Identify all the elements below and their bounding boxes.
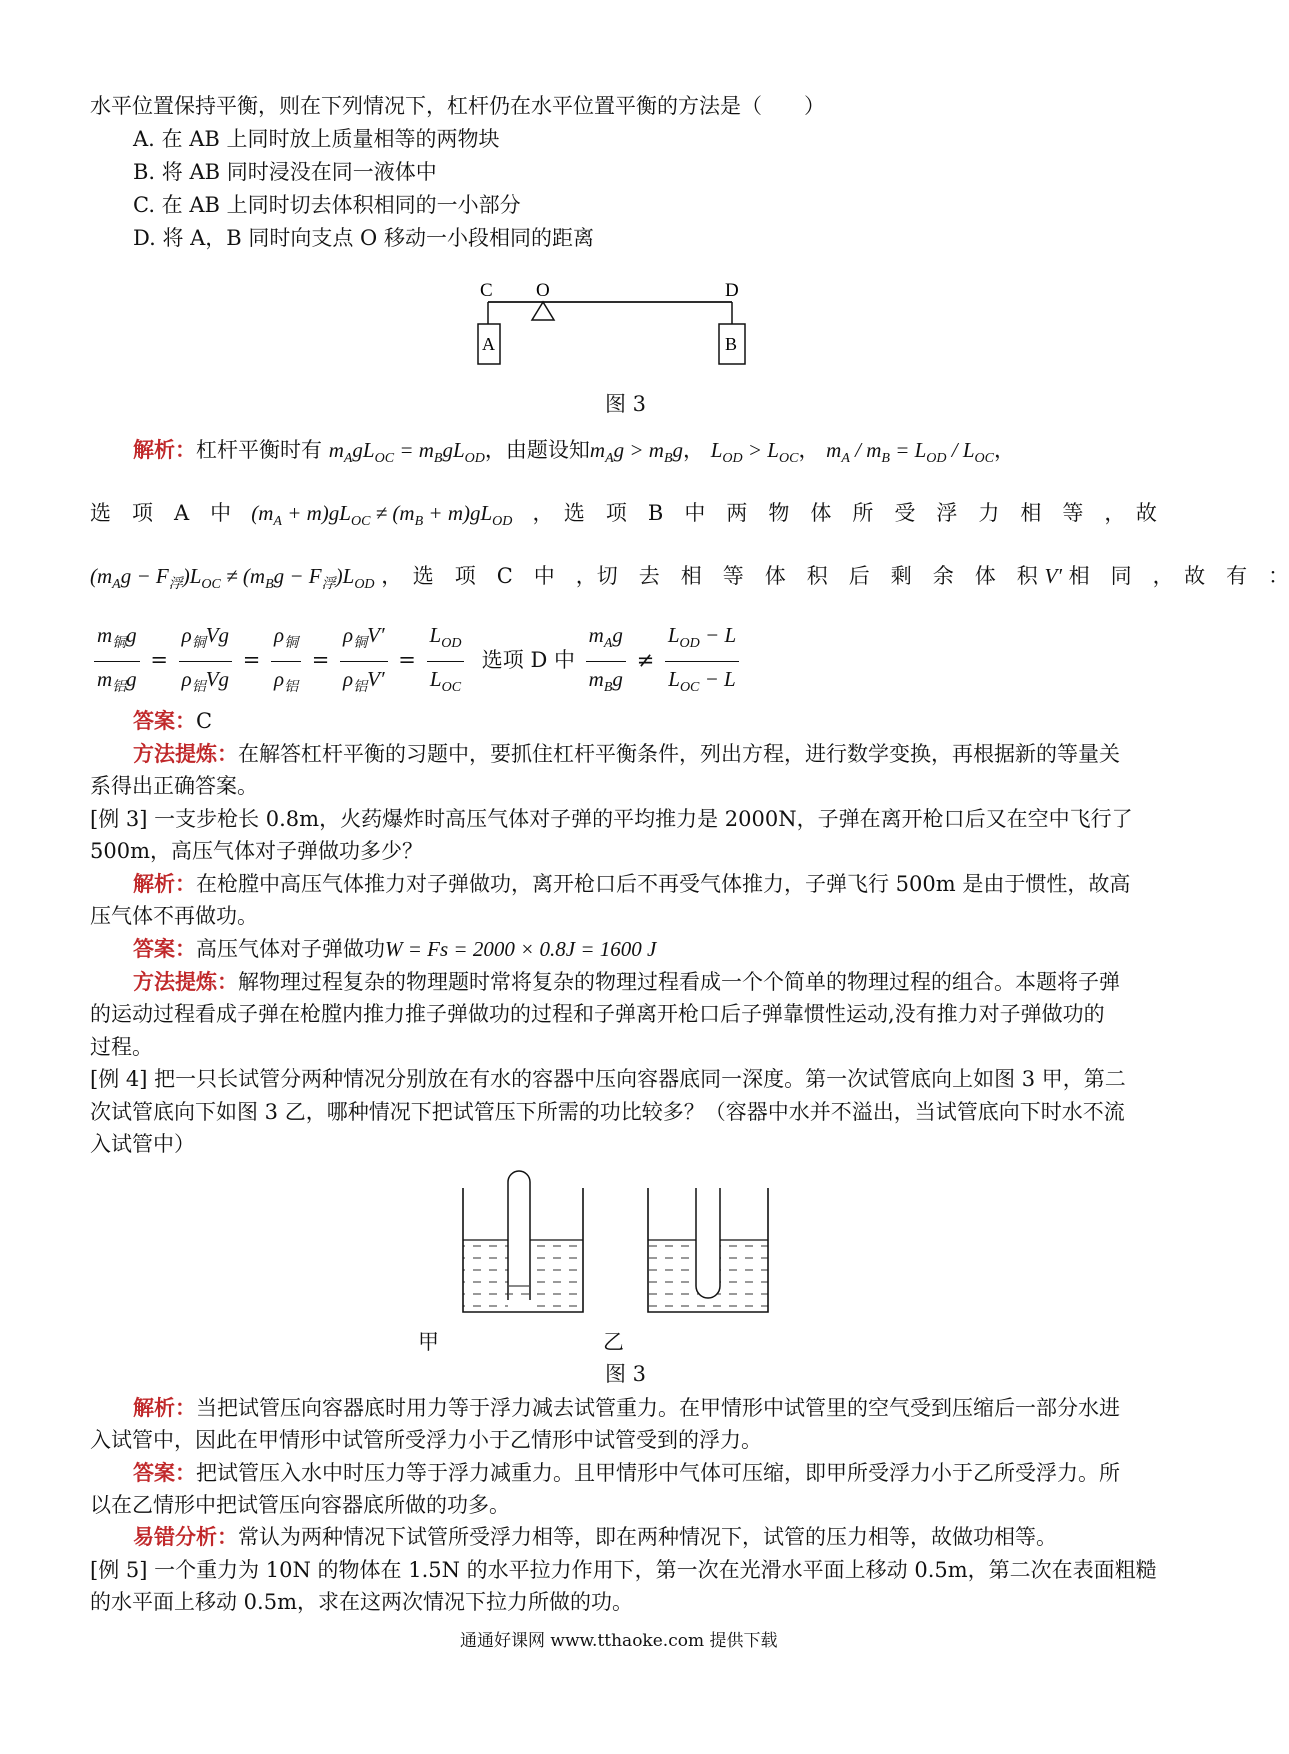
error-label: 易错分析： — [133, 1524, 238, 1549]
figure-caption-2: 图 3 — [605, 1362, 647, 1386]
text: 常认为两种情况下试管所受浮力相等，即在两种情况下，试管的压力相等，故做功相等。 — [238, 1525, 1057, 1549]
figure-label-left: 甲 — [418, 1330, 439, 1354]
text: ， — [683, 438, 705, 462]
text: ，由题设知 — [484, 438, 590, 462]
fraction: $\frac{\rho_铜Vg}{\rho_铝Vg}$ — [179, 620, 232, 703]
ex2-analysis-line-1 — [133, 435, 1015, 474]
fraction: $\frac{m_Ag}{m_Bg}$ — [586, 620, 626, 703]
ex3-question-1: [例 3] 一支步枪长 0.8m，火药爆炸时高压气体对子弹的平均推力是 2000N，子弹在离开枪口后又在空中飞行了 — [90, 807, 1133, 831]
text: 把试管压入水中时压力等于浮力减重力。且甲情形中气体可压缩，即甲所受浮力小于乙所受浮力。所 — [196, 1461, 1120, 1485]
label-b: B — [725, 334, 738, 354]
analysis-label: 解析： — [133, 1395, 196, 1420]
equation: $m_Ag > m_Bg$ — [589, 438, 684, 466]
figure-caption-1: 图 3 — [605, 392, 647, 416]
fraction: $\frac{m_铜g}{m_铝g}$ — [94, 620, 140, 703]
text: 高压气体对子弹做功 — [196, 937, 385, 961]
method-label: 方法提炼： — [133, 969, 238, 994]
fraction: $\frac{\rho_铜}{\rho_铝}$ — [271, 620, 301, 703]
test-tube-figure — [455, 1168, 795, 1318]
ex4-analysis-2: 入试管中，因此在甲情形中试管所受浮力小于乙情形中试管受到的浮力。 — [90, 1428, 762, 1452]
text: ， — [994, 438, 1015, 462]
equation: $(m_A + m)gL_{OC} \ne (m_B + m)gL_{OD}$ — [251, 501, 513, 529]
ex3-question-2: 500m，高压气体对子弹做功多少？ — [90, 839, 423, 863]
ex4-answer-1 — [133, 1458, 1120, 1488]
text: 杠杆平衡时有 — [196, 438, 322, 462]
ex4-error-analysis — [133, 1522, 1057, 1552]
answer-label: 答案： — [133, 1460, 196, 1485]
ex2-answer — [133, 706, 212, 736]
figure-label-right: 乙 — [603, 1330, 624, 1354]
text: 在枪膛中高压气体推力对子弹做功，离开枪口后不再受气体推力，子弹飞行 500m 是由于惯性，故高 — [196, 872, 1131, 896]
equation: $m_AgL_{OC} = m_BgL_{OD}$ — [328, 438, 485, 466]
option-a: A. 在 AB 上同时放上质量相等的两物块 — [133, 127, 500, 151]
equation: $m_A / m_B = L_{OD} / L_{OC}$ — [826, 438, 994, 466]
option-d: D. 将 A，B 同时向支点 O 移动一小段相同的距离 — [133, 226, 594, 250]
ex3-analysis-2: 压气体不再做功。 — [90, 904, 258, 928]
ex4-question-2: 次试管底向下如图 3 乙，哪种情况下把试管压下所需的功比较多？（容器中水并不溢出，当试管底向下时水不流 — [90, 1100, 1125, 1124]
label-o: O — [536, 280, 550, 301]
ex4-answer-2: 以在乙情形中把试管压向容器底所做的功多。 — [90, 1493, 510, 1517]
ex3-method-2: 的运动过程看成子弹在枪膛内推力推子弹做功的过程和子弹离开枪口后子弹靠惯性运动,没有推力对子弹做功的 — [90, 1002, 1105, 1026]
text: 当把试管压向容器底时用力等于浮力减去试管重力。在甲情形中试管里的空气受到压缩后一部分水进 — [196, 1396, 1120, 1420]
ex2-analysis-line-2 — [90, 498, 1157, 537]
method-label: 方法提炼： — [133, 741, 238, 766]
ex2-method-1 — [133, 739, 1120, 769]
question-stem: 水平位置保持平衡，则在下列情况下，杠杆仍在水平位置平衡的方法是（ ） — [90, 94, 825, 118]
fulcrum-triangle — [532, 302, 554, 320]
text: 解物理过程复杂的物理题时常将复杂的物理过程看成一个个简单的物理过程的组合。本题将子弹 — [238, 970, 1120, 994]
answer-formula: W = Fs = 2000 × 0.8J = 1600 J — [385, 937, 657, 961]
text: ， — [798, 438, 820, 462]
label-a: A — [482, 334, 495, 354]
ex3-answer — [133, 934, 656, 964]
answer-label: 答案： — [133, 936, 196, 961]
answer-label: 答案： — [133, 708, 196, 733]
lever-figure — [470, 278, 760, 378]
ex3-method-3: 过程。 — [90, 1035, 153, 1059]
text: ， 选 项 C 中 ，切 去 相 等 体 积 后 剩 余 体 积 — [381, 564, 1038, 588]
analysis-label: 解析： — [133, 437, 196, 462]
ex3-method-1 — [133, 967, 1120, 997]
ex2-analysis-line-3 — [90, 561, 1289, 600]
page-footer: 通通好课网 www.tthaoke.com 提供下载 — [460, 1631, 778, 1651]
option-b: B. 将 AB 同时浸没在同一液体中 — [133, 160, 437, 184]
equation: V′ — [1044, 564, 1062, 588]
equation: $L_{OD} > L_{OC}$ — [710, 438, 799, 466]
fraction: $\frac{L_{OD}}{L_{OC}}$ — [427, 620, 465, 703]
ex2-method-2: 系得出正确答案。 — [90, 774, 258, 798]
ex4-analysis-1 — [133, 1393, 1120, 1423]
fraction: $\frac{L_{OD} - L}{L_{OC} - L}$ — [665, 620, 739, 703]
label-d: D — [725, 280, 739, 301]
ex4-question-3: 入试管中） — [90, 1132, 195, 1156]
fraction: $\frac{\rho_铜V'}{\rho_铝V'}$ — [340, 620, 388, 703]
analysis-label: 解析： — [133, 871, 196, 896]
text: ， 选 项 B 中 两 物 体 所 受 浮 力 相 等 ， 故 — [532, 501, 1157, 525]
ex3-analysis-1 — [133, 869, 1130, 899]
ex4-question-1: [例 4] 把一只长试管分两种情况分别放在有水的容器中压向容器底同一深度。第一次试管底向上如图 3 甲，第二 — [90, 1067, 1126, 1091]
text: 相 同 ， 故 有 ： — [1068, 564, 1289, 588]
label-c: C — [480, 280, 493, 301]
ex5-question-1: [例 5] 一个重力为 10N 的物体在 1.5N 的水平拉力作用下，第一次在光滑水平面上移动 0.5m，第二次在表面粗糙 — [90, 1558, 1157, 1582]
ex5-question-2: 的水平面上移动 0.5m，求在这两次情况下拉力所做的功。 — [90, 1590, 633, 1614]
text: 在解答杠杆平衡的习题中，要抓住杠杆平衡条件，列出方程，进行数学变换，再根据新的等量关 — [238, 742, 1120, 766]
option-c: C. 在 AB 上同时切去体积相同的一小部分 — [133, 193, 521, 217]
equation: $(m_Ag - F_浮)L_{OC} \ne (m_Bg - F_浮)L_{OD}$ — [90, 564, 375, 592]
ex2-fraction-line: $\frac{m_铜g}{m_铝g}$ = $\frac{\rho_铜Vg}{\rho_铝Vg}$ = $\frac{\rho_铜}{\rho_铝}$ = $\frac{\rho_铜V'}{\rho_铝V'}$ = $\frac{L_{OD}}{L_{OC}}$ 选项 D 中 $\frac{m_Ag}{m_Bg}$ ≠ $\frac{L_{OD} - L}{L_{OC} - L}$ — [90, 620, 743, 703]
text: 选项 D 中 — [481, 648, 575, 672]
text: 选 项 A 中 — [90, 501, 232, 525]
answer-value: C — [196, 709, 213, 733]
